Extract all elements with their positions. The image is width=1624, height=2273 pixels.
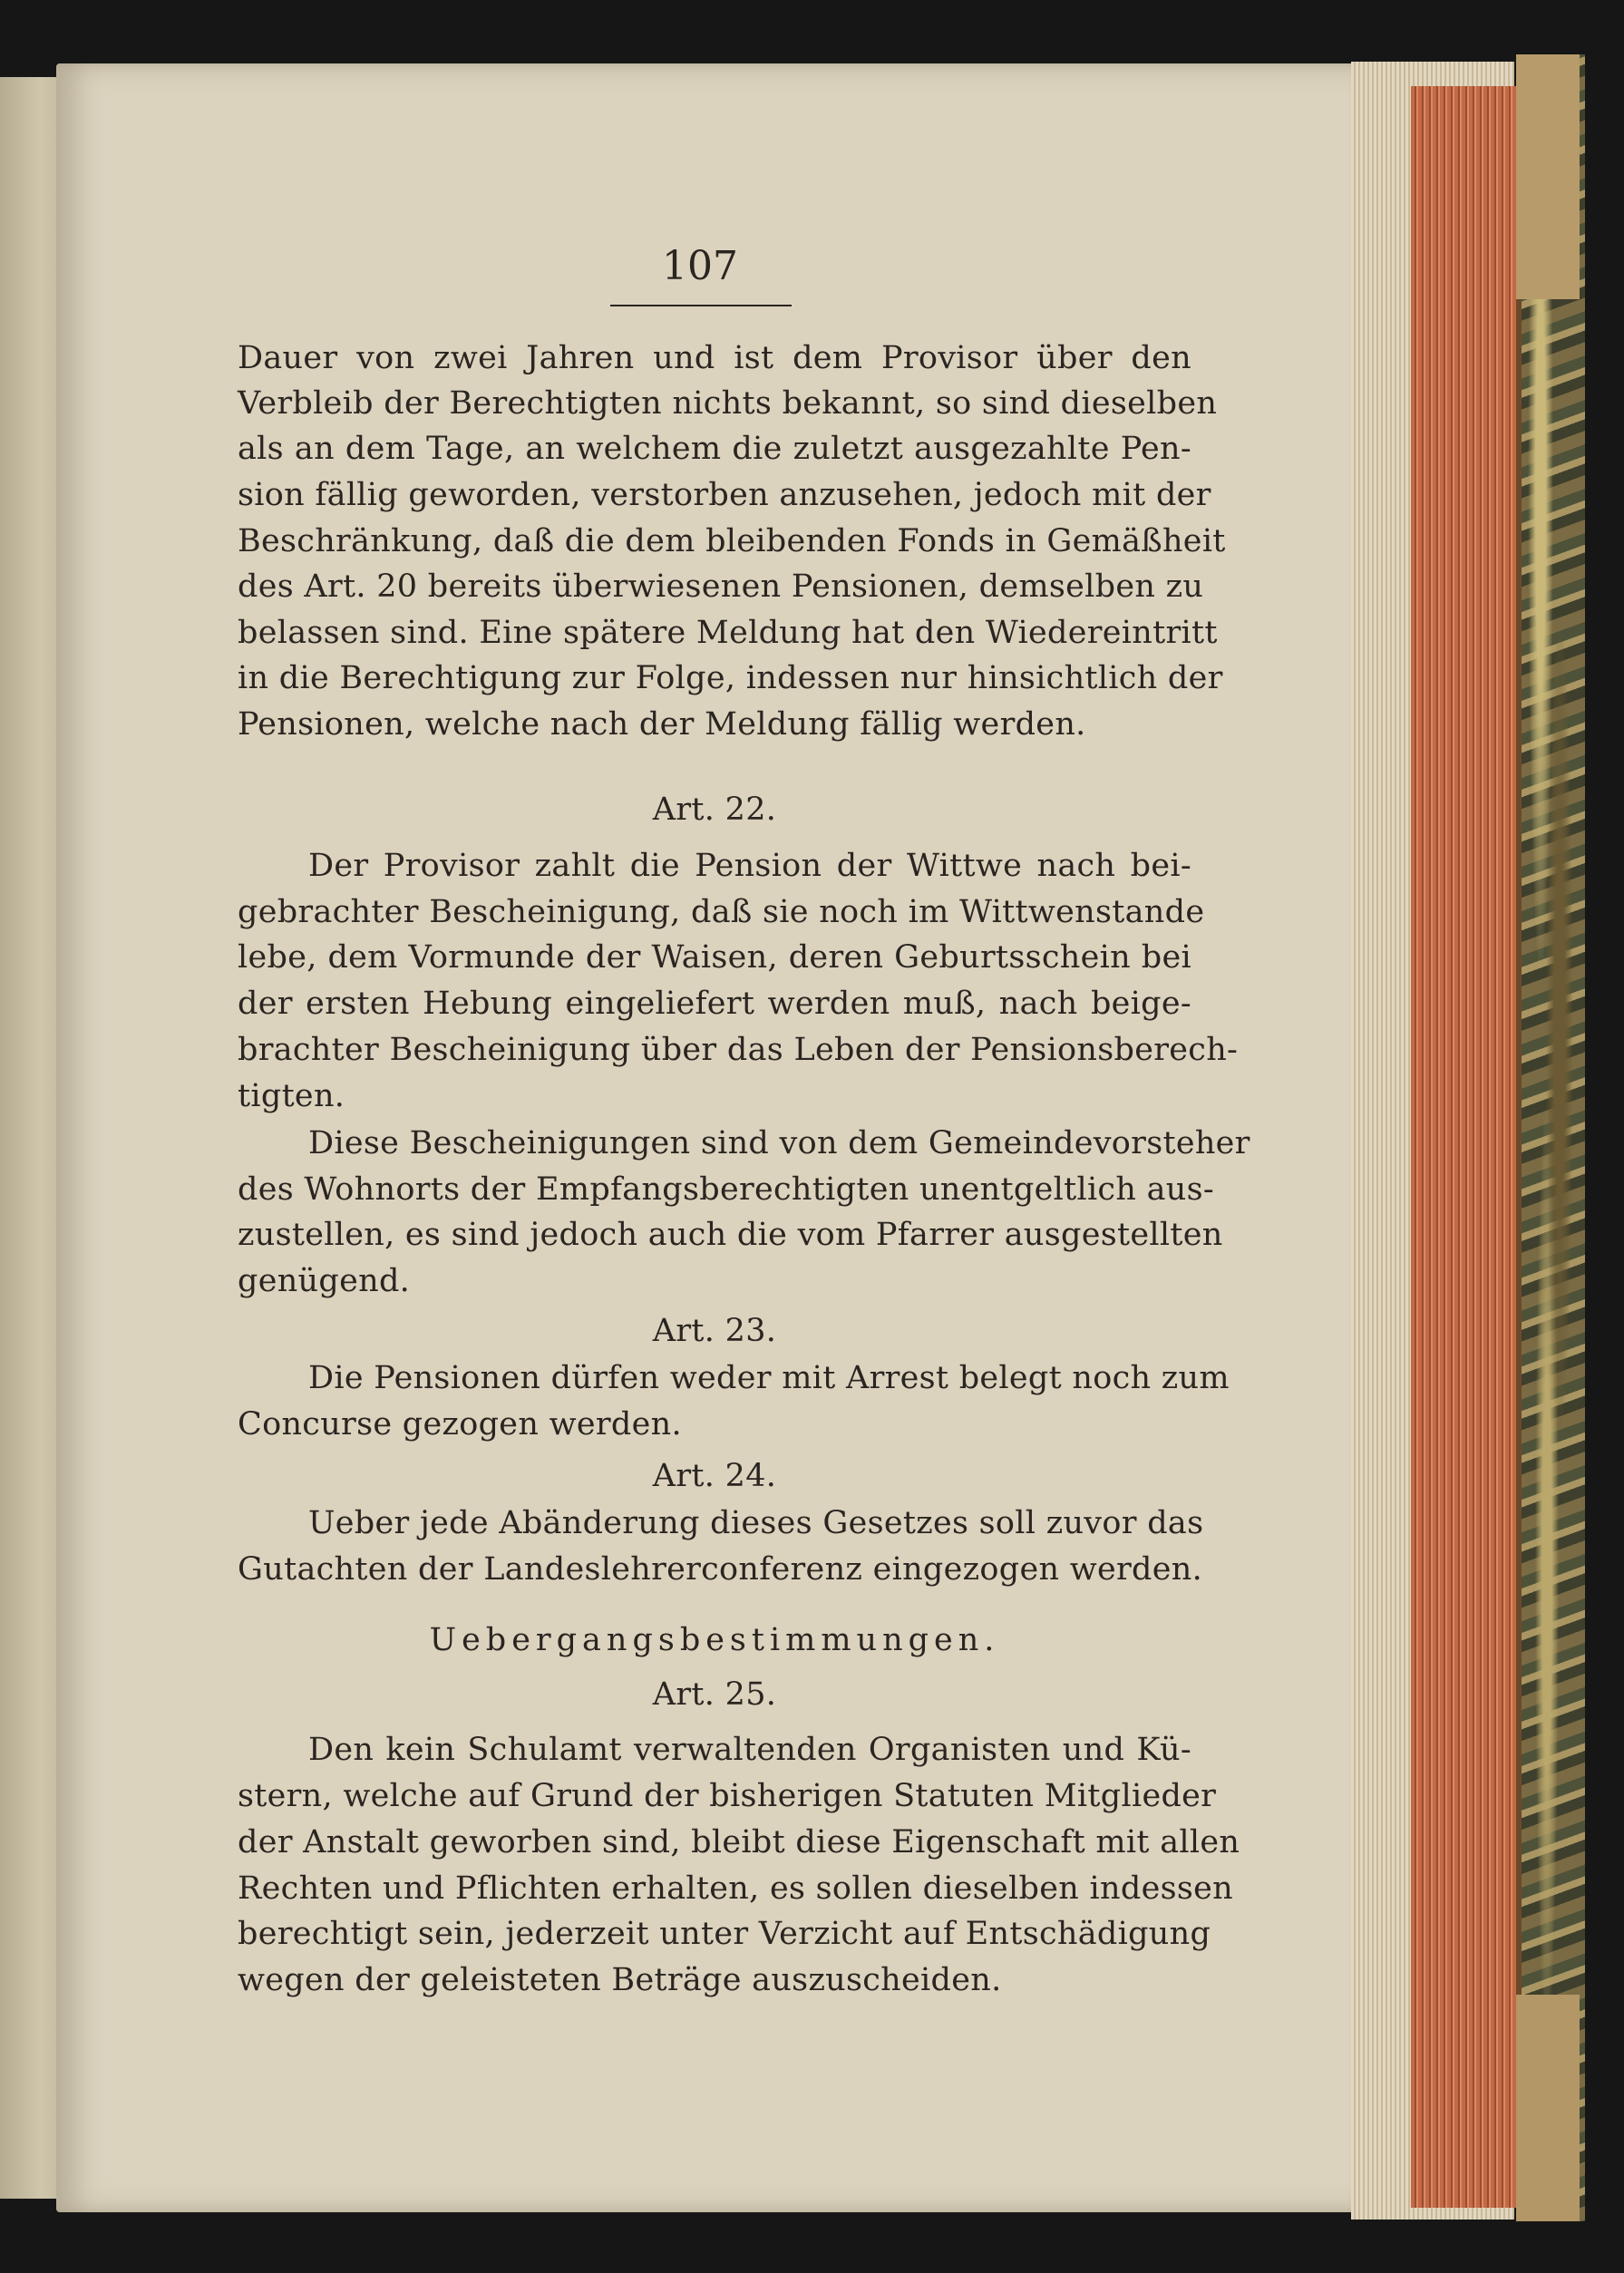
text-line: Den kein Schulamt verwaltenden Organisten und Kü- (308, 1732, 1191, 1768)
header-rule (610, 305, 792, 306)
text-line: Verbleib der Berechtigten nichts bekannt, so sind dieselben (238, 385, 1218, 422)
text-line: brachter Bescheinigung über das Leben der Pensionsberech- (238, 1032, 1239, 1068)
text-line: lebe, dem Vormunde der Waisen, deren Geburtsschein bei (238, 939, 1191, 976)
text-line: tigten. (238, 1078, 345, 1114)
text-line: berechtigt sein, jederzeit unter Verzicht auf Entschädigung (238, 1916, 1211, 1952)
text-line: Diese Bescheinigungen sind von dem Gemeindevorsteher (308, 1125, 1250, 1161)
text-line: sion fällig geworden, verstorben anzusehen, jedoch mit der (238, 477, 1211, 513)
text-line: Pensionen, welche nach der Meldung fällig werden. (238, 706, 1086, 743)
text-line: des Art. 20 bereits überwiesenen Pensionen, demselben zu (238, 568, 1204, 605)
text-line: Dauer von zwei Jahren und ist dem Provisor über den (238, 340, 1191, 376)
text-line: der ersten Hebung eingeliefert werden muß, nach beige- (238, 986, 1191, 1022)
text-line: Die Pensionen dürfen weder mit Arrest belegt noch zum (308, 1360, 1230, 1396)
article-heading: Art. 25. (652, 1676, 777, 1713)
text-line: in die Berechtigung zur Folge, indessen nur hinsichtlich der (238, 660, 1223, 696)
marbled-cover (1516, 54, 1585, 2221)
text-line: zustellen, es sind jedoch auch die vom Pfarrer ausgestellten (238, 1217, 1223, 1253)
text-line: der Anstalt geworben sind, bleibt diese Eigenschaft mit allen (238, 1824, 1240, 1860)
text-line: Der Provisor zahlt die Pension der Wittwe nach bei- (308, 848, 1191, 884)
text-line: als an dem Tage, an welchem die zuletzt ausgezahlte Pen- (238, 431, 1191, 467)
red-page-edges (1411, 86, 1518, 2208)
article-heading: Art. 24. (652, 1458, 777, 1494)
text-line: Rechten und Pflichten erhalten, es sollen dieselben indessen (238, 1870, 1233, 1907)
article-heading: Art. 22. (652, 792, 777, 828)
text-line: wegen der geleisteten Beträge auszuscheiden. (238, 1962, 1002, 1998)
cover-leather-bottom (1516, 1995, 1580, 2221)
text-line: des Wohnorts der Empfangsberechtigten unentgeltlich aus- (238, 1171, 1215, 1208)
cover-leather-top (1516, 54, 1580, 299)
text-line: Concurse gezogen werden. (238, 1406, 682, 1442)
text-line: gebrachter Bescheinigung, daß sie noch im Wittwenstande (238, 894, 1205, 930)
page-number: 107 (662, 243, 738, 289)
text-line: genügend. (238, 1263, 411, 1299)
text-line: Gutachten der Landeslehrerconferenz eingezogen werden. (238, 1551, 1203, 1588)
article-heading: Art. 23. (652, 1313, 777, 1349)
text-line: Beschränkung, daß die dem bleibenden Fonds in Gemäßheit (238, 523, 1226, 559)
text-line: belassen sind. Eine spätere Meldung hat den Wiedereintritt (238, 615, 1218, 651)
text-line: stern, welche auf Grund der bisherigen Statuten Mitglieder (238, 1778, 1217, 1814)
text-line: Ueber jede Abänderung dieses Gesetzes soll zuvor das (308, 1505, 1204, 1541)
section-heading: Uebergangsbestimmungen. (429, 1622, 1000, 1658)
